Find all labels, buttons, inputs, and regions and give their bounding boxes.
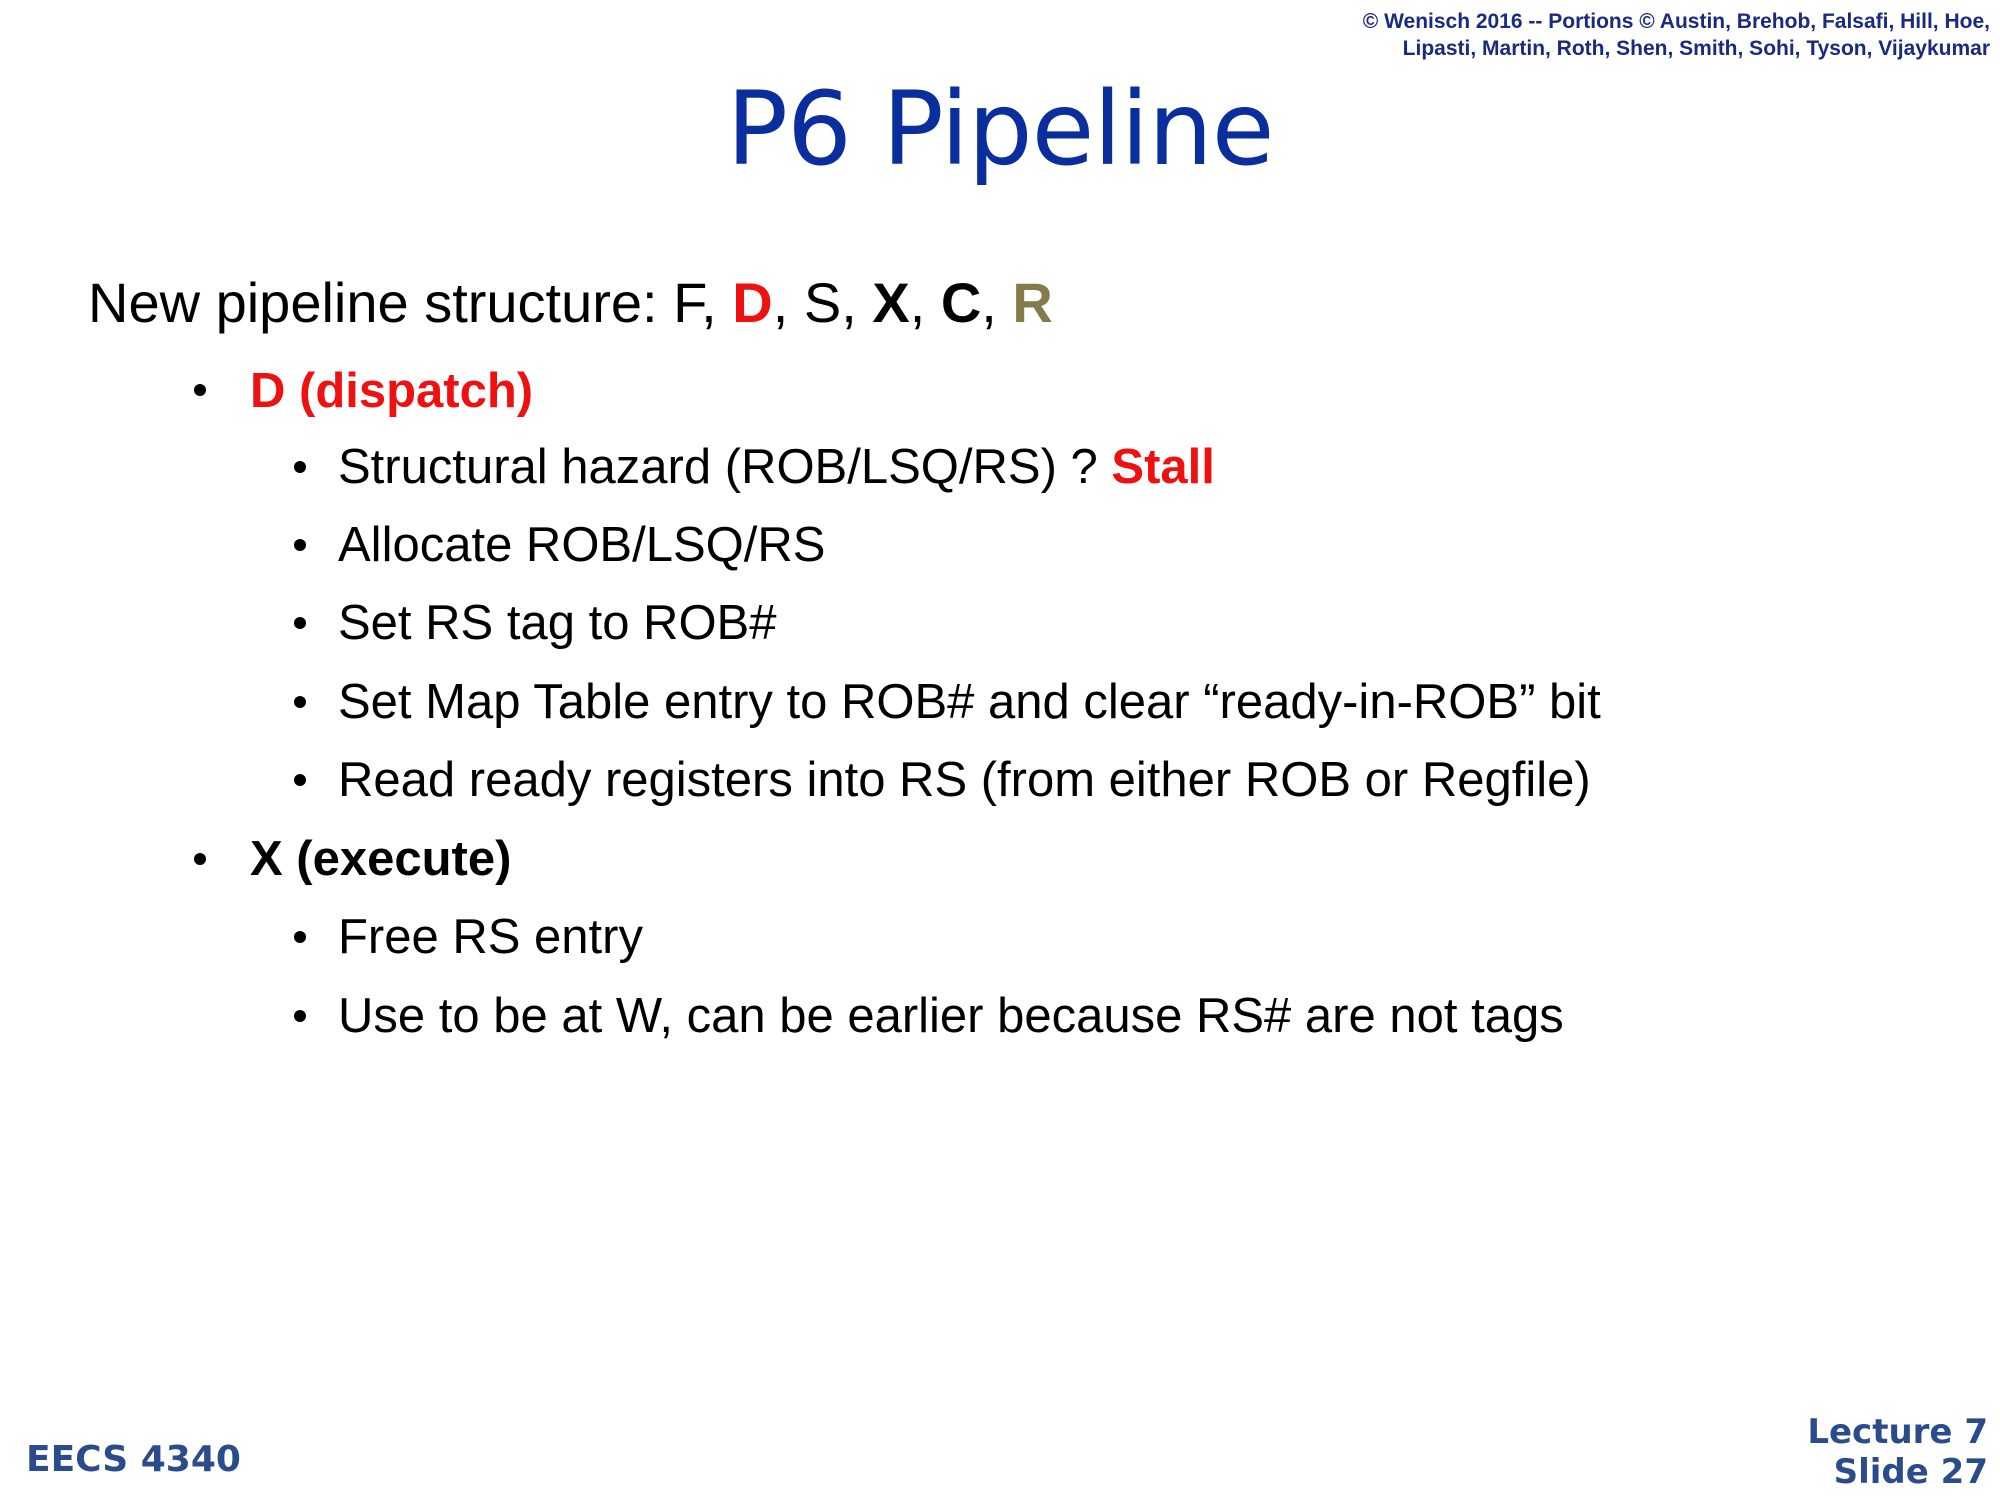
stage-c: C — [940, 271, 982, 334]
bullet-icon — [194, 384, 206, 396]
bullet-icon — [294, 617, 306, 629]
copyright-line-1: © Wenisch 2016 -- Portions © Austin, Brehob, Falsafi, Hill, Hoe, — [1362, 10, 1990, 33]
dispatch-item: Set RS tag to ROB# — [338, 596, 777, 650]
bullet-icon — [294, 461, 306, 473]
separator: , S, — [772, 271, 873, 334]
separator: , — [909, 271, 941, 334]
dispatch-item — [338, 436, 1215, 498]
stall-label: Stall — [1111, 440, 1215, 494]
execute-heading: X (execute) — [250, 832, 512, 886]
execute-item: Use to be at W, can be earlier because RS# are not tags — [338, 989, 1564, 1043]
bullet-icon — [294, 696, 306, 708]
stage-r: R — [1012, 271, 1053, 334]
dispatch-heading: D (dispatch) — [250, 364, 534, 418]
stage-d: D — [732, 271, 773, 334]
course-label: EECS 4340 — [26, 1439, 241, 1480]
copyright-line-2: Lipasti, Martin, Roth, Shen, Smith, Sohi, Tyson, Vijaykumar — [1402, 37, 1990, 60]
slide-number: Slide 27 — [1833, 1452, 1988, 1492]
dispatch-item-text: Structural hazard (ROB/LSQ/RS) ? — [338, 440, 1112, 494]
separator: , — [981, 271, 1013, 334]
bullet-icon — [194, 853, 206, 865]
dispatch-item: Read ready registers into RS (from either ROB or Regfile) — [338, 753, 1591, 807]
dispatch-item: Allocate ROB/LSQ/RS — [338, 518, 826, 572]
dispatch-item: Set Map Table entry to ROB# and clear “ready-in-ROB” bit — [338, 675, 1601, 729]
slide-info — [1807, 1412, 1988, 1492]
bullet-icon — [294, 774, 306, 786]
slide-title: P6 Pipeline — [726, 70, 1274, 189]
execute-item: Free RS entry — [338, 910, 643, 964]
stage-x: X — [872, 271, 910, 334]
intro-text: New pipeline structure: F, — [88, 271, 733, 334]
bullet-icon — [294, 1010, 306, 1022]
bullet-icon — [294, 539, 306, 551]
bullet-icon — [294, 931, 306, 943]
pipeline-structure-line — [88, 268, 1053, 338]
lecture-number: Lecture 7 — [1807, 1412, 1988, 1452]
